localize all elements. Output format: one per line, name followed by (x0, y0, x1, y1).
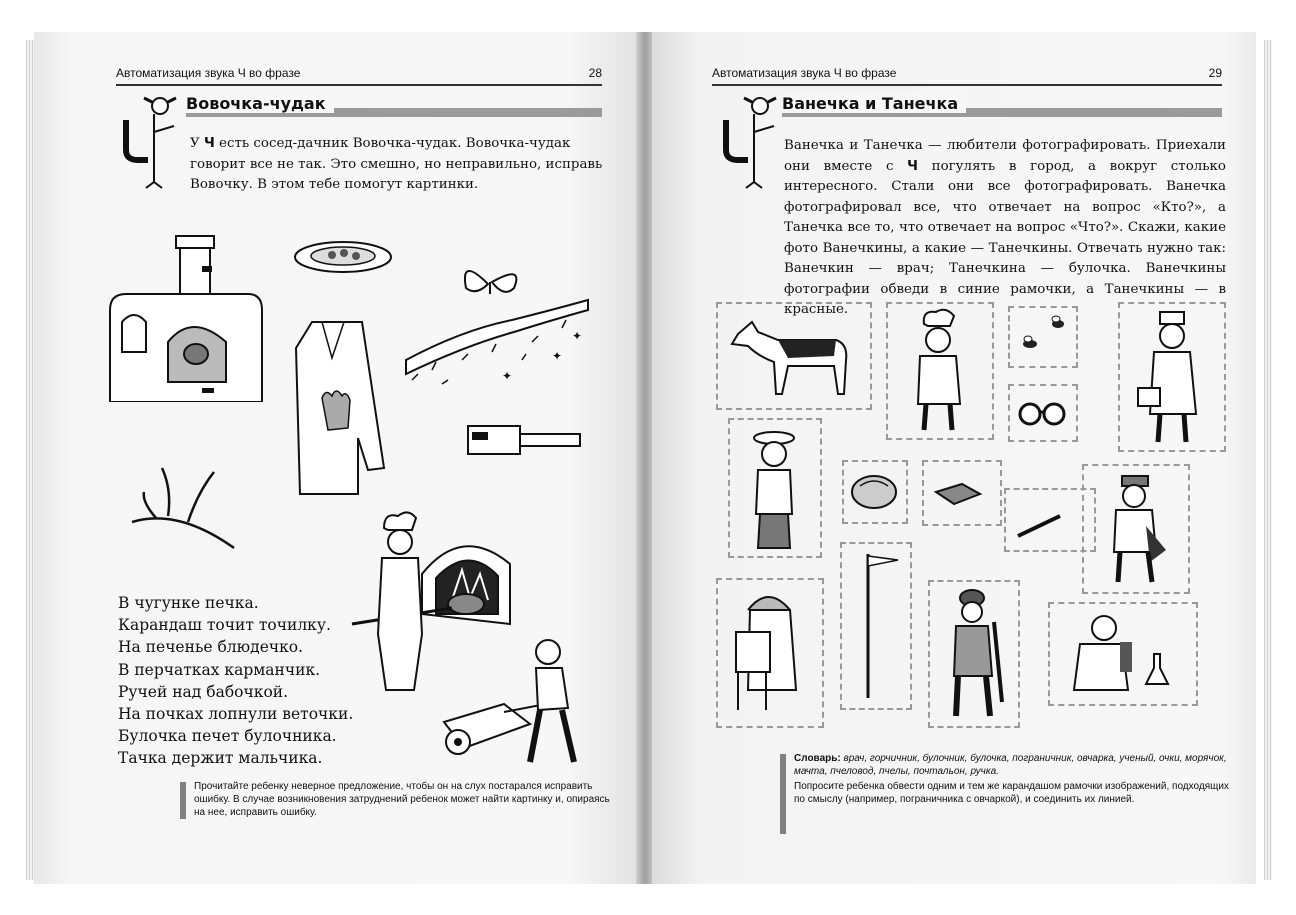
page-number: 28 (588, 66, 602, 80)
poem (118, 592, 418, 770)
svg-text:✦: ✦ (552, 349, 563, 363)
svg-text:✦: ✦ (572, 329, 583, 343)
section-title: Ванечка и Танечка (782, 94, 966, 113)
poem-line: Булочка печет булочника. (118, 727, 337, 746)
photo-frame-sailor[interactable] (728, 418, 822, 558)
dictionary-label: Словарь: (794, 753, 841, 764)
glasses-icon (1010, 386, 1074, 438)
mast-icon (842, 544, 908, 706)
boy-with-wheelbarrow-icon (434, 638, 584, 768)
bun-icon (844, 462, 904, 520)
pencil-sharpener-icon (464, 420, 584, 460)
letter-ch: Ч (203, 136, 215, 151)
postman-icon (1084, 466, 1186, 590)
sailor-icon (730, 420, 818, 554)
svg-text:✦: ✦ (502, 369, 513, 383)
twig-icon (128, 462, 238, 552)
beekeeper-icon (718, 580, 820, 724)
photo-frame-scientist[interactable] (1048, 602, 1198, 706)
photo-frame-mustard-plaster[interactable] (922, 460, 1002, 526)
section-title-bar (186, 94, 602, 118)
scientist-icon (1050, 604, 1194, 702)
photo-frame-mast[interactable] (840, 542, 912, 710)
letter-ch-girl-mascot-icon (718, 92, 780, 190)
right-page (652, 32, 1256, 884)
poem-line: Тачка держит мальчика. (118, 749, 323, 768)
photo-frame-doctor[interactable] (1118, 302, 1226, 452)
poem-line: На печенье блюдечко. (118, 638, 304, 657)
doctor-icon (1120, 304, 1222, 448)
section-title: Вовочка-чудак (186, 94, 334, 113)
photo-frame-dog[interactable] (716, 302, 872, 410)
left-page-header (116, 66, 602, 82)
border-guard-icon (930, 582, 1016, 724)
teacher-note: Попросите ребенка обвести одним и тем же карандашом рамочки изображений, подходящих по смыслу (например, пограничника с овчаркой), и соединить их линией. (794, 781, 1229, 805)
intro-text: У Ч есть сосед-дачник Вовочка-чудак. Вовочка-чудак говорит все не так. Это смешно, но неправильно, исправь Вовочку. В этом тебе помогут картинки. (190, 136, 603, 192)
poem-line: В чугунке печка. (118, 594, 259, 612)
bees-icon (1010, 308, 1074, 364)
poem-line: Карандаш точит точилку. (118, 616, 331, 635)
dictionary-words: врач, горчичник, булочник, булочка, пограничник, овчарка, ученый, очки, морячок, мачта, пчеловод, пчелы, почтальон, ручка. (794, 753, 1227, 777)
photo-frame-border-guard[interactable] (928, 580, 1020, 728)
poem-line: Ручей над бабочкой. (118, 682, 289, 701)
letter-ch-girl-mascot-icon (118, 92, 180, 190)
photo-frame-bees[interactable] (1008, 306, 1078, 368)
baker-icon (888, 304, 990, 436)
page-number: 29 (1208, 66, 1222, 80)
header-rule (712, 84, 1222, 86)
right-page-edges (1264, 40, 1272, 880)
photo-frame-postman[interactable] (1082, 464, 1190, 594)
coat-with-glove-icon (292, 318, 388, 498)
stove-icon (106, 232, 266, 402)
dog-icon (718, 304, 868, 406)
dictionary-note (780, 752, 1240, 778)
poem-line: В перчатках карманчик. (118, 660, 321, 679)
photo-frame-beekeeper[interactable] (716, 578, 824, 728)
left-page (34, 32, 638, 884)
poem-line: На почках лопнули веточки. (118, 705, 354, 724)
left-page-edges (26, 40, 34, 880)
note-bar (180, 782, 186, 819)
photo-frame-glasses[interactable] (1008, 384, 1078, 442)
teacher-note: Прочитайте ребенку неверное предложение, чтобы он на слух постарался исправить ошибку. В случае возникновения затруднений ребенок может найти картинку и, опираясь на нее, исправить ошибку. (180, 780, 614, 819)
stream-icon (402, 290, 592, 390)
plate-with-cookies-icon (292, 238, 394, 276)
header-title: Автоматизация звука Ч во фразе (116, 66, 301, 80)
photo-frame-bun[interactable] (842, 460, 908, 524)
mustard-plaster-icon (924, 462, 998, 522)
header-title: Автоматизация звука Ч во фразе (712, 66, 897, 80)
pen-icon (1006, 490, 1092, 548)
intro-text: Ванечка и Танечка — любители фотографировать. Приехали они вместе с Ч погулять в город, а вокруг столько интересного. Стали они все фотографировать. Ванечка фотографировал все, что отвечает на вопрос «Кто?», а Танечка все то, что отвечает на вопрос «Что?». Скажи, какие фото Ванечкины, а какие — Танечкины. Отвечать нужно так: Ванечкин — врач; Танечкина — булочка. Ванечкины фотографии обведи в синие рамочки, а Танечкины — в красные. (784, 138, 1226, 317)
section-title-bar (782, 94, 1222, 118)
open-book (24, 20, 1276, 898)
photo-frame-baker[interactable] (886, 302, 994, 440)
right-page-header (712, 66, 1222, 82)
letter-ch: Ч (907, 158, 918, 174)
header-rule (116, 84, 602, 86)
